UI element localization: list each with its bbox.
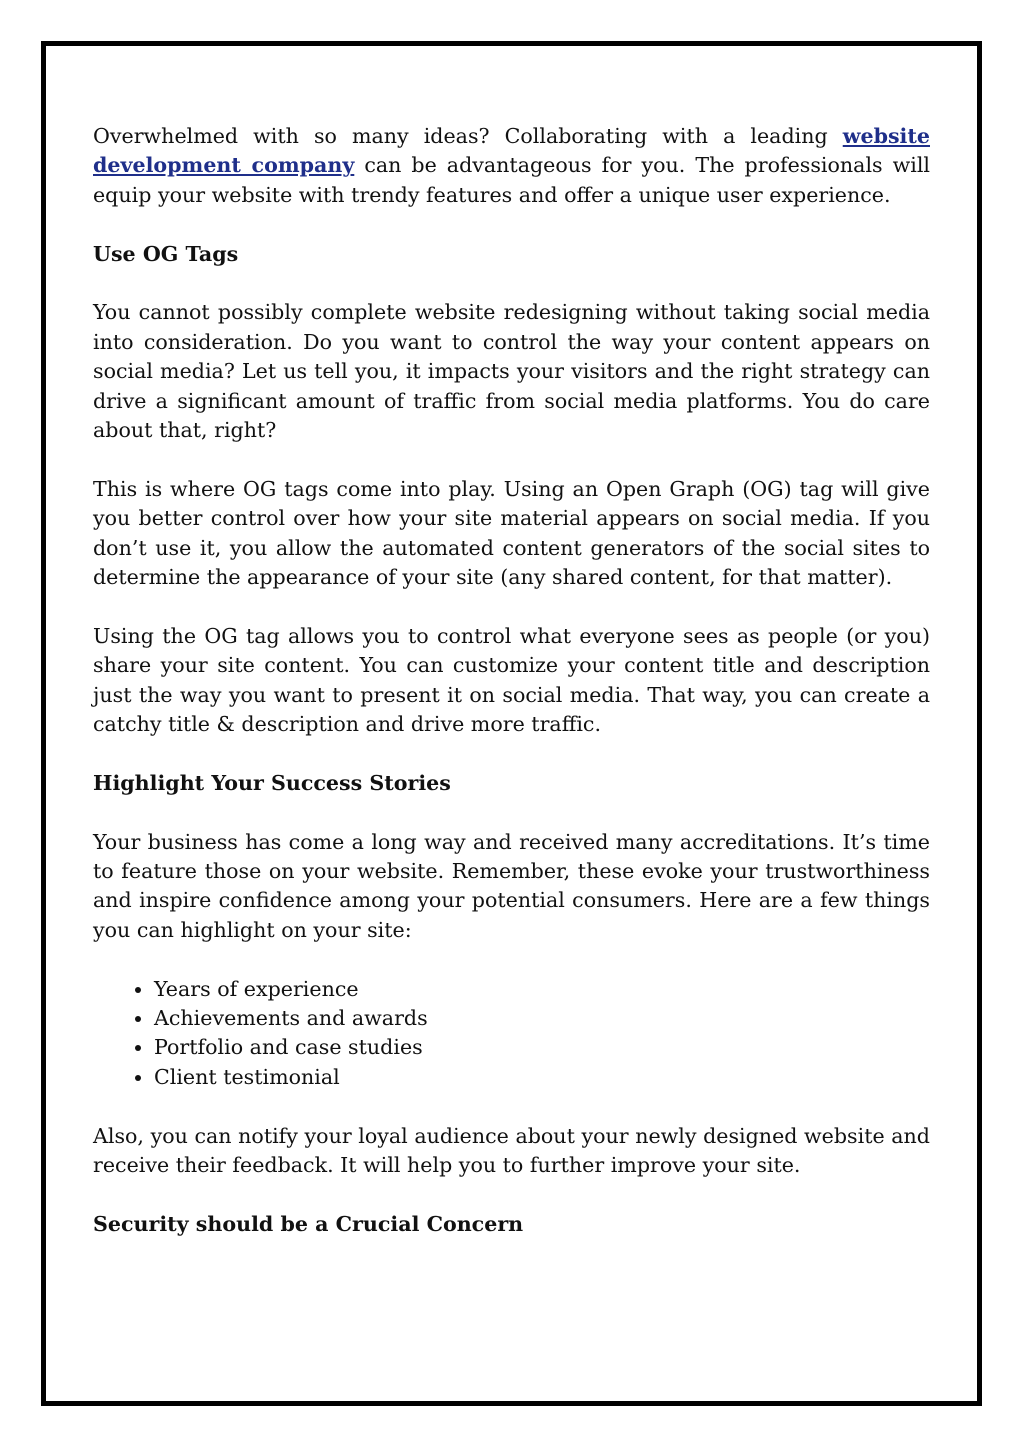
website-development-company-link[interactable]: website development company bbox=[93, 124, 930, 178]
highlights-list bbox=[93, 975, 930, 1093]
success-stories-closing-paragraph: Also, you can notify your loyal audience about your newly designed website and receive their feedback. It will help you to further improve your site. bbox=[93, 1123, 930, 1178]
og-tags-paragraph-2: This is where OG tags come into play. Using an Open Graph (OG) tag will give you better control over how your site material appears on social media. If you don’t use it, you allow the automated content generators of the social sites to determine the appearance of your site (any shared content, for that matter). bbox=[93, 476, 930, 590]
intro-paragraph bbox=[93, 122, 930, 210]
intro-text-before-link: Overwhelmed with so many ideas? Collaborating with a leading bbox=[93, 124, 843, 148]
list-item: • Achievements and awards bbox=[154, 1004, 930, 1033]
og-tags-paragraph-1: You cannot possibly complete website redesigning without taking social media into consideration. Do you want to control the way your content appears on social media? Let us tell you, it impacts your visitors and the right strategy can drive a significant amount of traffic from social media platforms. You do care about that, right? bbox=[93, 300, 930, 443]
og-tags-paragraph-3: Using the OG tag allows you to control what everyone sees as people (or you) share your site content. You can customize your content title and description just the way you want to present it on social media. That way, you can create a catchy title & description and drive more traffic. bbox=[93, 623, 930, 737]
list-item: • Years of experience bbox=[154, 975, 930, 1004]
section-heading-success-stories: Highlight Your Success Stories bbox=[93, 770, 451, 795]
success-stories-paragraph: Your business has come a long way and received many accreditations. It’s time to feature those on your website. Remember, these evoke your trustworthiness and inspire confidence among your potential consumers. Here are a few things you can highlight on your site: bbox=[93, 829, 930, 942]
intro-text-after-link: can be advantageous for you. The professionals will equip your website with trendy features and offer a unique user experience. bbox=[93, 153, 930, 207]
document-body bbox=[93, 122, 930, 1269]
list-item: • Client testimonial bbox=[154, 1063, 930, 1092]
section-heading-og-tags: Use OG Tags bbox=[93, 241, 239, 266]
section-heading-security: Security should be a Crucial Concern bbox=[93, 1211, 524, 1236]
list-item: • Portfolio and case studies bbox=[154, 1033, 930, 1062]
